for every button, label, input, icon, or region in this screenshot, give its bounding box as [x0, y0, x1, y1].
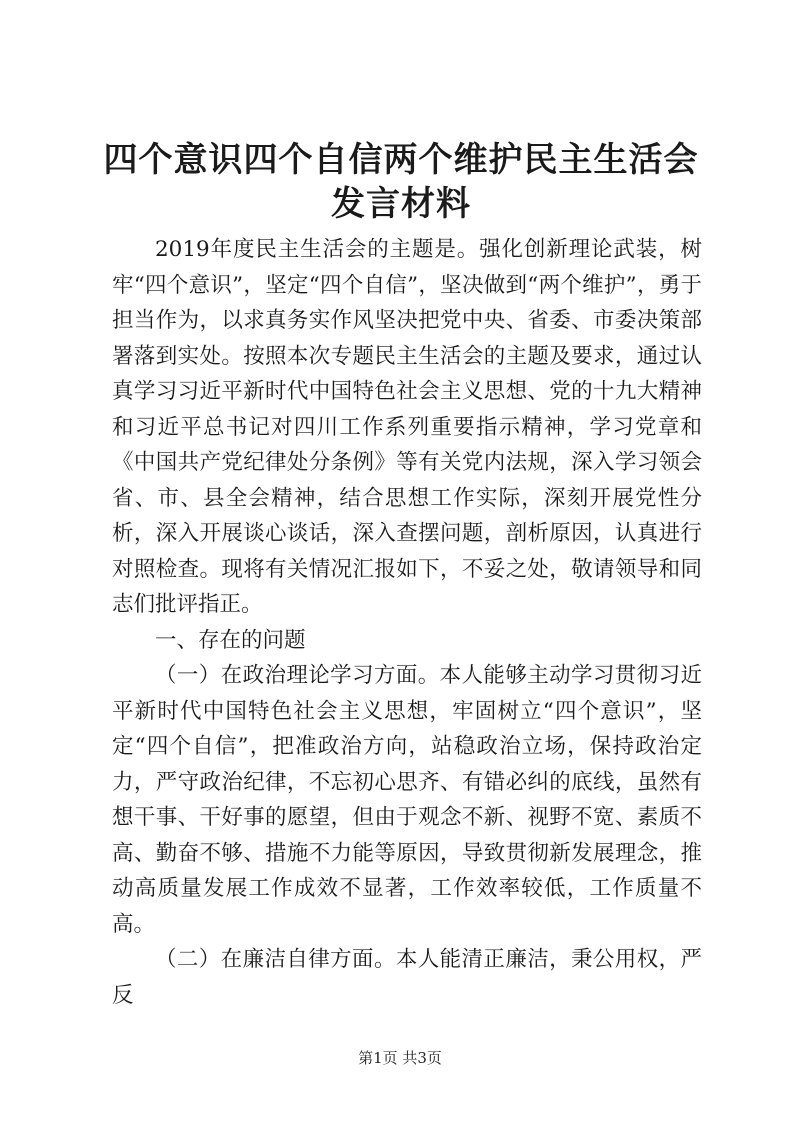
section-heading: 一、存在的问题 [155, 627, 306, 653]
document-title: 四个意识四个自信两个维护民主生活会发言材料 [103, 140, 699, 224]
document-body [112, 232, 702, 1013]
sub-paragraph-political-study: （一）在政治理论学习方面。本人能够主动学习贯彻习近平新时代中国特色社会主义思想，牢固树立“四个意识”，坚定“四个自信”，把准政治方向，站稳政治立场，保持政治定力，严守政治纪律，不忘初心思齐、有错必纠的底线，虽然有想干事、干好事的愿望，但由于观念不新、视野不宽、素质不高、勤奋不够、措施不力能等原因，导致贯彻新发展理念，推动高质量发展工作成效不显著，工作效率较低，工作质量不高。 [112, 663, 702, 937]
page-footer: 第1页 共3页 [358, 1049, 442, 1067]
sub-paragraph-integrity: （二）在廉洁自律方面。本人能清正廉洁，秉公用权，严反 [112, 947, 702, 1008]
intro-paragraph: 2019年度民主生活会的主题是。强化创新理论武装，树牢“四个意识”，坚定“四个自信”，坚决做到“两个维护”，勇于担当作为，以求真务实作风坚决把党中央、省委、市委决策部署落到实处。按照本次专题民主生活会的主题及要求，通过认真学习习近平新时代中国特色社会主义思想、党的十九大精神和习近平总书记对四川工作系列重要指示精神，学习党章和《中国共产党纪律处分条例》等有关党内法规，深入学习领会省、市、县全会精神，结合思想工作实际，深刻开展党性分析，深入开展谈心谈话，深入查摆问题，剖析原因，认真进行对照检查。现将有关情况汇报如下，不妥之处，敬请领导和同志们批评指正。 [112, 237, 702, 617]
